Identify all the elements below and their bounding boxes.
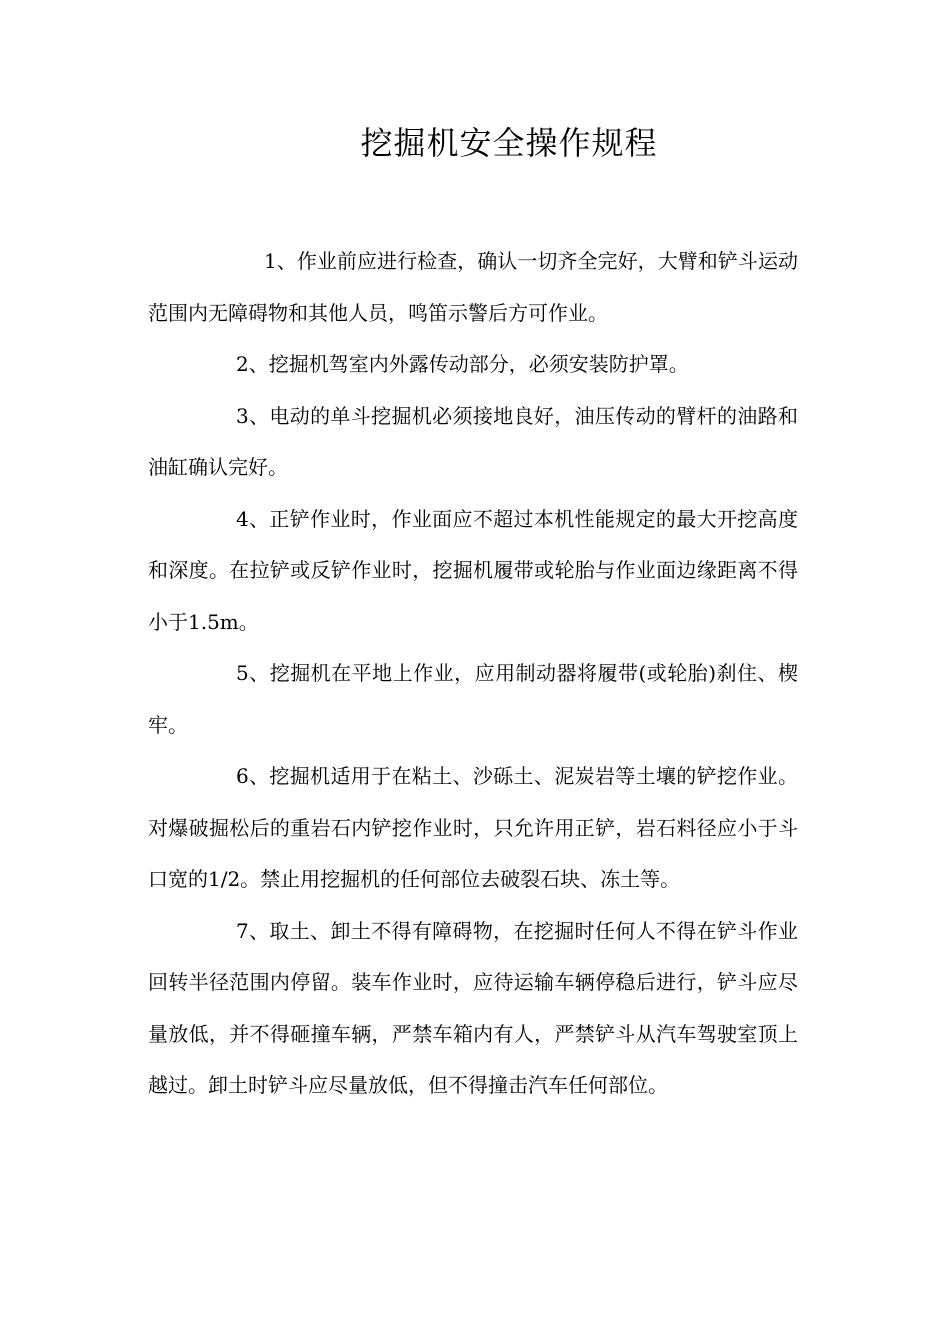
paragraph-6: 6、挖掘机适用于在粘土、沙砾土、泥炭岩等土壤的铲挖作业。对爆破掘松后的重岩石内铲挖作业时，只允许用正铲，岩石料径应小于斗口宽的1/2。禁止用挖掘机的任何部位去破裂石块、冻土等。 xyxy=(148,764,798,891)
paragraph-7: 7、取土、卸土不得有障碍物，在挖掘时任何人不得在铲斗作业回转半径范围内停留。装车作业时，应待运输车辆停稳后进行，铲斗应尽量放低，并不得砸撞车辆，严禁车箱内有人，严禁铲斗从汽车驾驶室顶上越过。卸土时铲斗应尽量放低，但不得撞击汽车任何部位。 xyxy=(148,918,798,1097)
paragraph-2: 2、挖掘机驾室内外露传动部分，必须安装防护罩。 xyxy=(236,352,689,376)
paragraph-1: 1、作业前应进行检查，确认一切齐全完好，大臂和铲斗运动范围内无障碍物和其他人员，鸣笛示警后方可作业。 xyxy=(148,249,798,325)
paragraph-4: 4、正铲作业时，作业面应不超过本机性能规定的最大开挖高度和深度。在拉铲或反铲作业时，挖掘机履带或轮胎与作业面边缘距离不得小于1.5m。 xyxy=(148,506,798,634)
paragraph-5: 5、挖掘机在平地上作业，应用制动器将履带(或轮胎)刹住、楔牢。 xyxy=(148,661,798,737)
document-title: 挖掘机安全操作规程 xyxy=(360,124,658,162)
paragraph-3: 3、电动的单斗挖掘机必须接地良好，油压传动的臂杆的油路和油缸确认完好。 xyxy=(148,403,798,479)
document-body xyxy=(148,236,798,1112)
